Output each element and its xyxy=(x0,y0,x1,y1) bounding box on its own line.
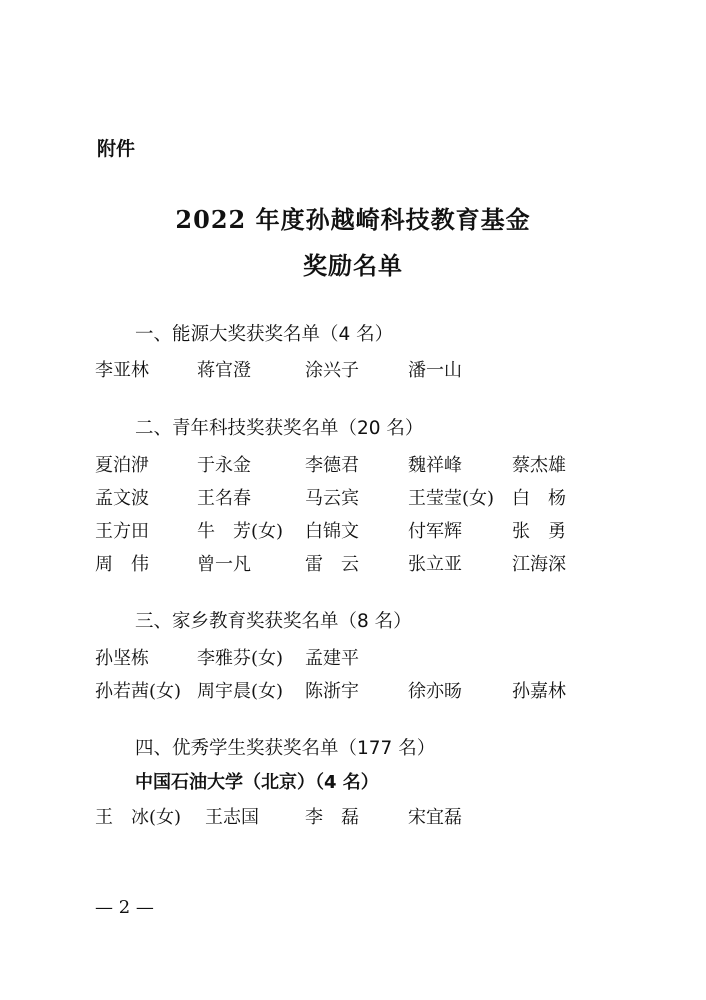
awardee-name: 周 伟 xyxy=(95,554,149,575)
awardee-name: 李亚林 xyxy=(95,360,149,381)
awardee-name: 白 杨 xyxy=(512,488,566,509)
awardee-name: 江海深 xyxy=(512,554,566,575)
section-heading-energy-award: 一、能源大奖获奖名单（4 名） xyxy=(135,324,394,345)
university-subheading: 中国石油大学（北京）（4 名） xyxy=(135,772,379,793)
awardee-name: 王 冰(女) xyxy=(95,807,182,828)
awardee-name: 孙坚栋 xyxy=(95,648,149,669)
awardee-name: 陈浙宇 xyxy=(305,681,359,702)
name-row xyxy=(0,803,706,833)
document-title-line1: 2022 年度孙越崎科技教育基金 xyxy=(175,205,531,234)
awardee-name: 周宇晨(女) xyxy=(197,681,284,702)
awardee-name: 孟文波 xyxy=(95,488,149,509)
awardee-name: 张 勇 xyxy=(512,521,566,542)
name-row xyxy=(0,356,706,386)
awardee-name: 付军辉 xyxy=(408,521,462,542)
name-row xyxy=(0,644,706,674)
name-row xyxy=(0,484,706,514)
awardee-name: 王名春 xyxy=(197,488,251,509)
awardee-name: 孙嘉林 xyxy=(512,681,566,702)
awardee-name: 雷 云 xyxy=(305,554,359,575)
awardee-name: 马云宾 xyxy=(305,488,359,509)
section-heading-hometown-education-award: 三、家乡教育奖获奖名单（8 名） xyxy=(135,611,412,632)
awardee-name: 王方田 xyxy=(95,521,149,542)
awardee-name: 张立亚 xyxy=(408,554,462,575)
awardee-name: 宋宜磊 xyxy=(408,807,462,828)
section-heading-outstanding-student-award: 四、优秀学生奖获奖名单（177 名） xyxy=(135,738,436,759)
awardee-name: 李 磊 xyxy=(305,807,359,828)
awardee-name: 蔡杰雄 xyxy=(512,455,566,476)
name-row xyxy=(0,677,706,707)
awardee-name: 李雅芬(女) xyxy=(197,648,284,669)
section-heading-youth-tech-award: 二、青年科技奖获奖名单（20 名） xyxy=(135,418,424,439)
awardee-name: 魏祥峰 xyxy=(408,455,462,476)
awardee-name: 李德君 xyxy=(305,455,359,476)
awardee-name: 涂兴子 xyxy=(305,360,359,381)
awardee-name: 牛 芳(女) xyxy=(197,521,284,542)
name-row xyxy=(0,451,706,481)
awardee-name: 徐亦旸 xyxy=(408,681,462,702)
awardee-name: 王莹莹(女) xyxy=(408,488,495,509)
awardee-name: 王志国 xyxy=(205,807,259,828)
document-title-line2: 奖励名单 xyxy=(303,251,403,280)
page-number: — 2 — xyxy=(95,897,154,918)
awardee-name: 曾一凡 xyxy=(197,554,251,575)
name-row xyxy=(0,517,706,547)
awardee-name: 潘一山 xyxy=(408,360,462,381)
attachment-label: 附件 xyxy=(97,138,136,160)
name-row xyxy=(0,550,706,580)
awardee-name: 蒋官澄 xyxy=(197,360,251,381)
awardee-name: 于永金 xyxy=(197,455,251,476)
awardee-name: 白锦文 xyxy=(305,521,359,542)
awardee-name: 夏泊洢 xyxy=(95,455,149,476)
awardee-name: 孙若茜(女) xyxy=(95,681,182,702)
awardee-name: 孟建平 xyxy=(305,648,359,669)
